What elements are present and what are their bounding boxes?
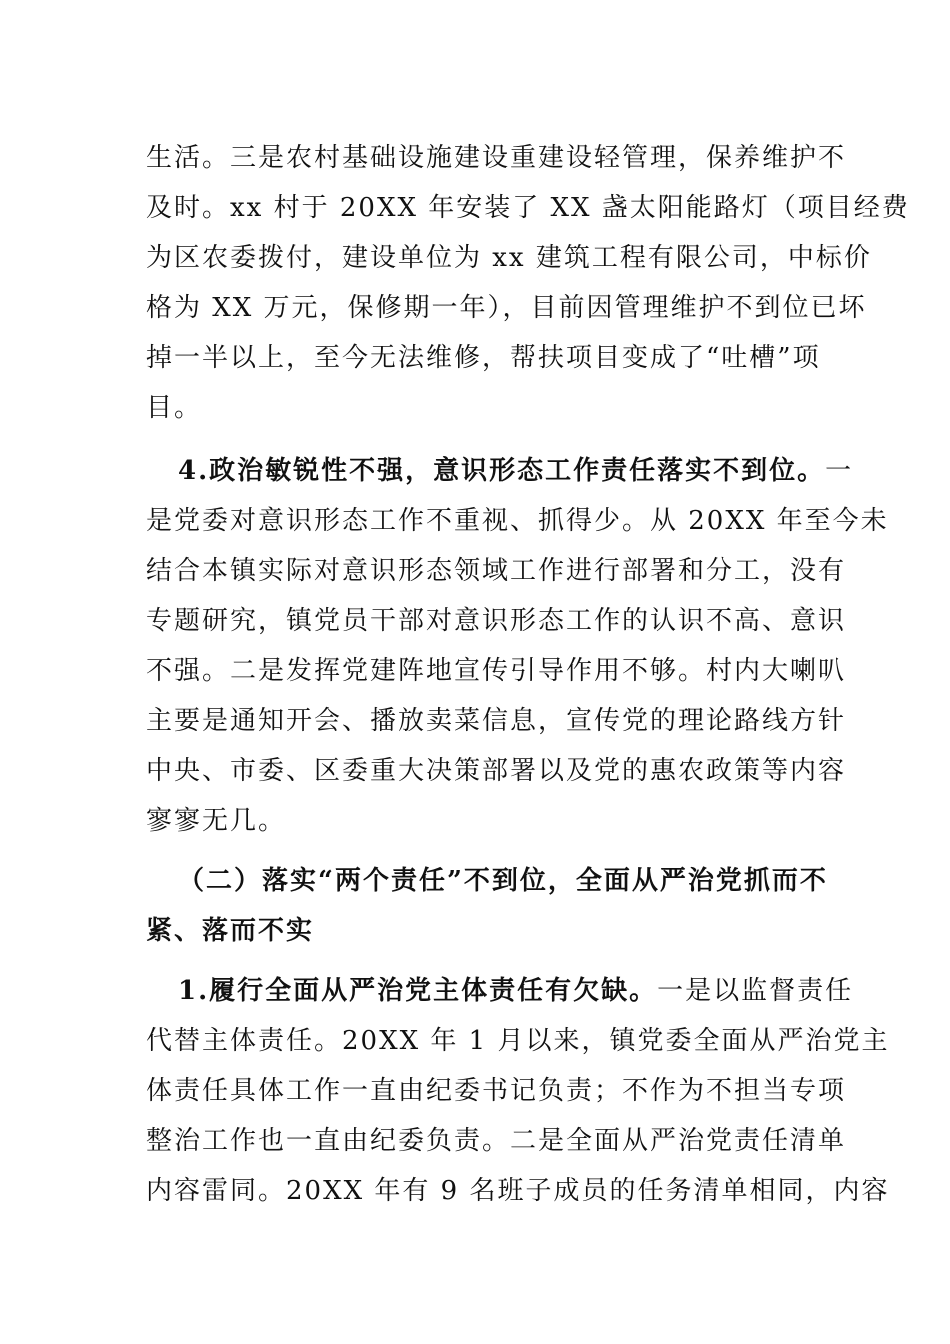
text-line: 是党委对意识形态工作不重视、抓得少。从 20XX 年至今未 — [146, 506, 889, 536]
text-line: 中央、市委、区委重大决策部署以及党的惠农政策等内容 — [146, 756, 847, 786]
text-line: 掉一半以上，至今无法维修，帮扶项目变成了“吐槽”项 — [146, 343, 821, 373]
paragraph-heading: 4.政治敏锐性不强，意识形态工作责任落实不到位。 — [178, 456, 826, 486]
text-line: 主要是通知开会、播放卖菜信息，宣传党的理论路线方针 — [146, 706, 847, 736]
paragraph-lead-text: 一 — [825, 456, 854, 486]
paragraph-first-line — [178, 970, 854, 1007]
text-line: 及时。xx 村于 20XX 年安装了 XX 盏太阳能路灯（项目经费 — [146, 193, 910, 223]
text-line: 内容雷同。20XX 年有 9 名班子成员的任务清单相同，内容 — [146, 1176, 890, 1206]
text-line: 结合本镇实际对意识形态领域工作进行部署和分工，没有 — [146, 556, 847, 586]
text-line: 目。 — [146, 393, 203, 423]
text-line: 不强。二是发挥党建阵地宣传引导作用不够。村内大喇叭 — [146, 656, 847, 686]
section-heading-line: （二）落实“两个责任”不到位，全面从严治党抓而不 — [178, 866, 828, 896]
text-line: 格为 XX 万元，保修期一年），目前因管理维护不到位已坏 — [146, 293, 867, 323]
text-line: 代替主体责任。20XX 年 1 月以来，镇党委全面从严治党主 — [146, 1026, 890, 1056]
text-line: 为区农委拨付，建设单位为 xx 建筑工程有限公司，中标价 — [146, 243, 872, 273]
paragraph-lead-text: 一是以监督责任 — [657, 976, 854, 1006]
text-line: 寥寥无几。 — [146, 806, 287, 836]
text-line: 体责任具体工作一直由纪委书记负责；不作为不担当专项 — [146, 1076, 847, 1106]
paragraph-first-line — [178, 450, 854, 487]
text-line: 整治工作也一直由纪委负责。二是全面从严治党责任清单 — [146, 1126, 847, 1156]
text-line: 专题研究，镇党员干部对意识形态工作的认识不高、意识 — [146, 606, 847, 636]
text-line: 生活。三是农村基础设施建设重建设轻管理，保养维护不 — [146, 143, 847, 173]
paragraph-heading: 1.履行全面从严治党主体责任有欠缺。 — [178, 976, 658, 1006]
section-heading-line: 紧、落而不实 — [146, 916, 315, 946]
